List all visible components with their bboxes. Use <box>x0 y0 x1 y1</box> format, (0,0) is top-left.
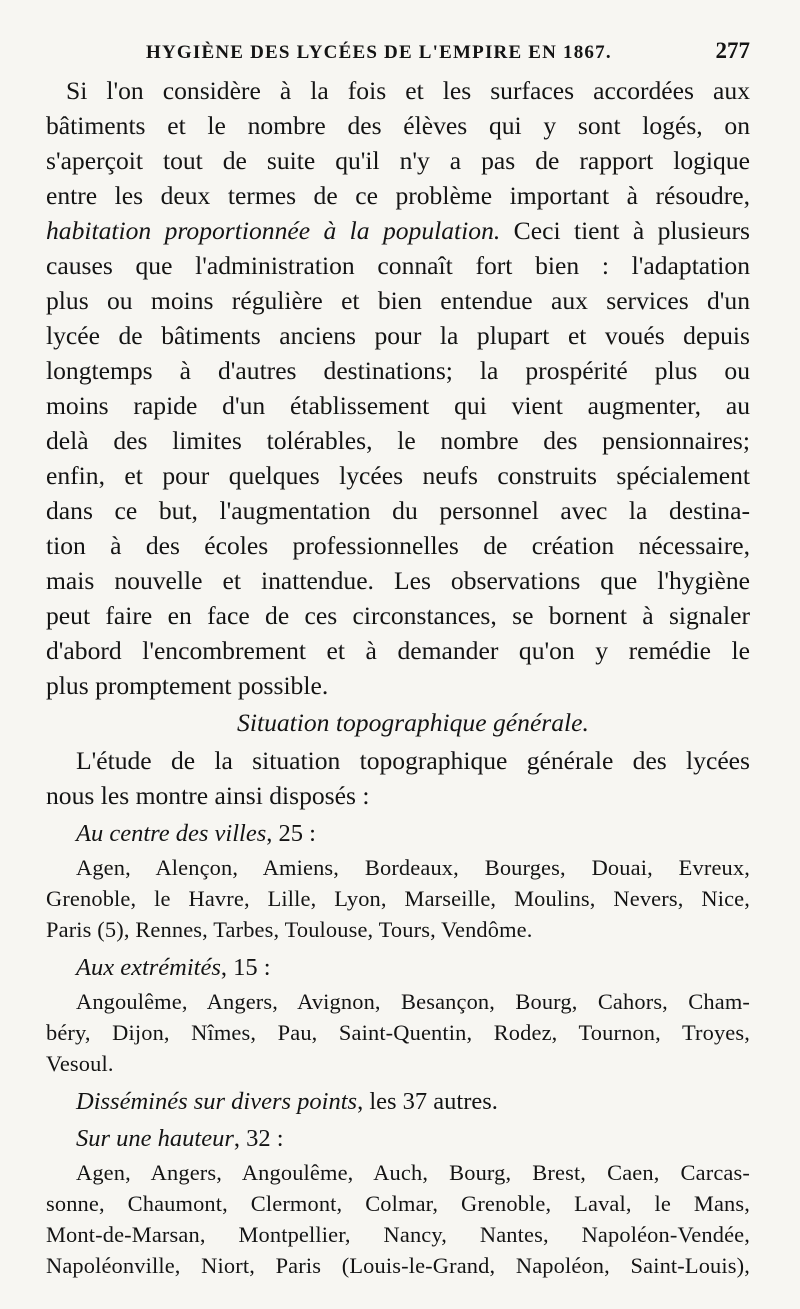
page-number: 277 <box>715 38 750 63</box>
paragraph-situation <box>46 743 750 813</box>
text-line: enfin, et pour quelques lycées neufs construits spécialement <box>46 461 750 490</box>
text-line: delà des limites tolérables, le nombre des pensionnaires; <box>46 426 750 455</box>
text-line: entre les deux termes de ce problème important à résoudre, <box>46 181 750 210</box>
group-count: , 15 : <box>220 954 271 981</box>
group-label: Disséminés sur divers points <box>76 1088 358 1115</box>
group-heading-extremities <box>46 951 750 984</box>
text-line: dans ce but, l'augmentation du personnel avec la destina- <box>46 496 750 525</box>
group-heading-height <box>46 1122 750 1155</box>
text-line: bâtiments et le nombre des élèves qui y sont logés, on <box>46 111 750 140</box>
text-line: nous les montre ainsi disposés : <box>46 781 370 810</box>
list-line: Agen, Alençon, Amiens, Bordeaux, Bourges, Douai, Evreux, <box>76 855 750 880</box>
list-line: Grenoble, le Havre, Lille, Lyon, Marseille, Moulins, Nevers, Nice, <box>46 886 750 911</box>
text-line: plus ou moins régulière et bien entendue aux services d'un <box>46 286 750 315</box>
city-list-extremities <box>46 986 750 1079</box>
group-count: , les 37 autres. <box>357 1088 498 1115</box>
text-line <box>46 213 750 248</box>
group-label: Aux extrémités <box>76 954 221 981</box>
paragraph-encombrement <box>46 73 750 703</box>
text-line: lycée de bâtiments anciens pour la plupart et voués depuis <box>46 321 750 350</box>
list-line: Mont-de-Marsan, Montpellier, Nancy, Nantes, Napoléon-Vendée, <box>46 1222 750 1247</box>
text-line: plus promptement possible. <box>46 671 329 700</box>
text-line: moins rapide d'un établissement qui vient augmenter, au <box>46 391 750 420</box>
list-line: Agen, Angers, Angoulême, Auch, Bourg, Brest, Caen, Carcas- <box>76 1160 750 1185</box>
text-line: d'abord l'encombrement et à demander qu'on y remédie le <box>46 636 750 665</box>
text-line: longtemps à d'autres destinations; la prospérité plus ou <box>46 356 750 385</box>
italic-phrase: habitation proportionnée à la population. <box>46 216 501 245</box>
group-heading-center <box>46 817 750 850</box>
text-line: mais nouvelle et inattendue. Les observations que l'hygiène <box>46 566 750 595</box>
text-line: L'étude de la situation topographique générale des lycées <box>76 746 750 775</box>
list-line: Angoulême, Angers, Avignon, Besançon, Bourg, Cahors, Cham- <box>76 989 750 1014</box>
city-list-center <box>46 852 750 945</box>
text-line: causes que l'administration connaît fort bien : l'adaptation <box>46 251 750 280</box>
running-head <box>46 38 750 76</box>
city-list-height <box>46 1157 750 1281</box>
list-line: Paris (5), Rennes, Tarbes, Toulouse, Tours, Vendôme. <box>46 917 533 942</box>
text-line: peut faire en face de ces circonstances, se bornent à signaler <box>46 601 750 630</box>
section-heading: Situation topographique générale. <box>237 708 589 737</box>
list-line: Napoléonville, Niort, Paris (Louis-le-Grand, Napoléon, Saint-Louis), <box>46 1253 750 1278</box>
text-line: tion à des écoles professionnelles de création nécessaire, <box>46 531 750 560</box>
group-count: , 32 : <box>233 1125 284 1152</box>
text-fragment: Ceci tient à plusieurs <box>500 216 750 245</box>
running-title: HYGIÈNE DES LYCÉES DE L'EMPIRE EN 1867. <box>146 42 612 63</box>
list-line: sonne, Chaumont, Clermont, Colmar, Grenoble, Laval, le Mans, <box>46 1191 750 1216</box>
list-line: Vesoul. <box>46 1051 114 1076</box>
group-heading-scattered <box>46 1085 750 1118</box>
group-count: , 25 : <box>266 820 316 847</box>
list-line: béry, Dijon, Nîmes, Pau, Saint-Quentin, Rodez, Tournon, Troyes, <box>46 1020 750 1045</box>
group-label: Au centre des villes <box>76 820 267 847</box>
group-label: Sur une hauteur <box>76 1125 234 1152</box>
text-line: s'aperçoit tout de suite qu'il n'y a pas de rapport logique <box>46 146 750 175</box>
text-line: Si l'on considère à la fois et les surfaces accordées aux <box>66 76 750 105</box>
